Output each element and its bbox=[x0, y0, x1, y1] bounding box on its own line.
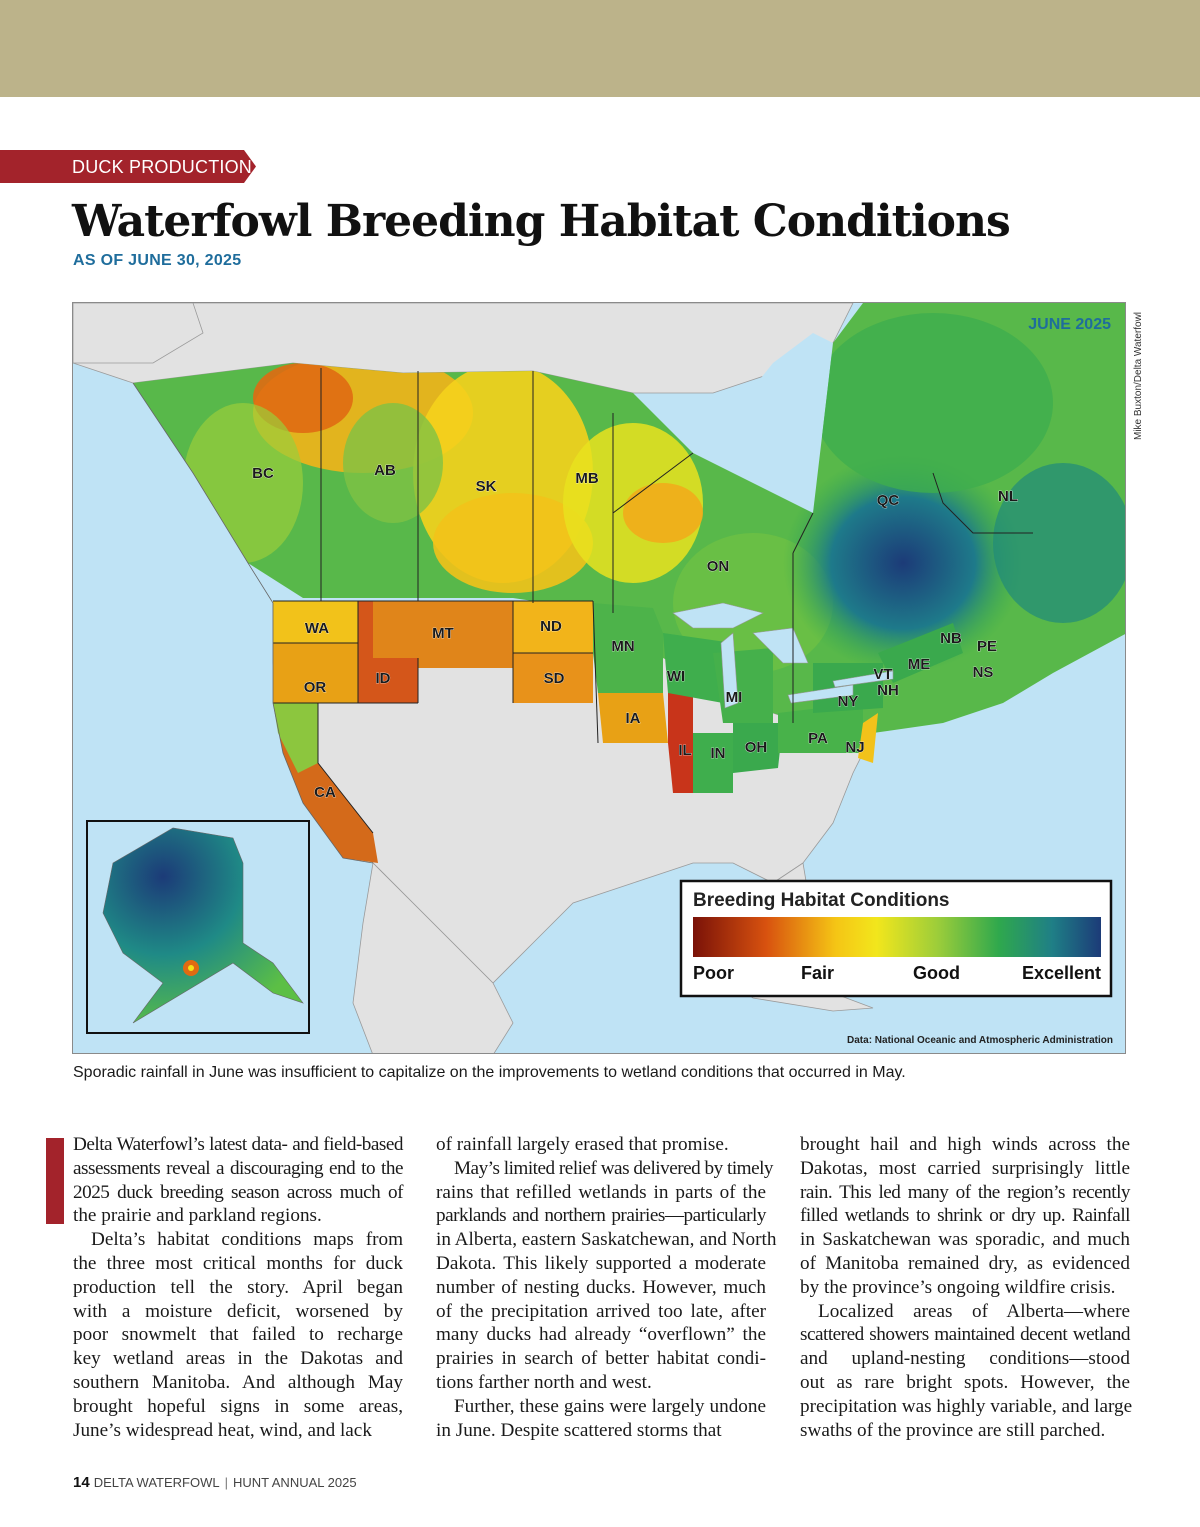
body-line: in June. Despite scattered storms that bbox=[436, 1419, 722, 1441]
body-line: Delta Waterfowl’s latest data- and field-based bbox=[73, 1134, 403, 1155]
body-line: prairies in search of better habitat condi- bbox=[436, 1348, 766, 1370]
body-line: swaths of the province are still parched. bbox=[800, 1419, 1106, 1441]
region-label-nb: NB bbox=[940, 630, 962, 647]
body-column-2 bbox=[436, 1133, 777, 1442]
body-line: Dakotas, most carried surprisingly little bbox=[800, 1157, 1130, 1179]
body-line: key wetland areas in the Dakotas and bbox=[73, 1348, 403, 1370]
region-label-me: ME bbox=[907, 656, 931, 673]
region-label-mb: MB bbox=[575, 470, 599, 487]
body-line: Further, these gains were largely undone bbox=[454, 1395, 766, 1417]
region-label-oh: OH bbox=[744, 739, 768, 756]
habitat-map-figure bbox=[72, 302, 1126, 1054]
body-line: precipitation was highly variable, and large bbox=[800, 1395, 1133, 1417]
region-label-wa: WA bbox=[304, 620, 330, 637]
region-label-bc: BC bbox=[252, 465, 274, 482]
region-label-nl: NL bbox=[998, 488, 1018, 505]
region-label-pe: PE bbox=[976, 638, 998, 655]
region-label-sk: SK bbox=[475, 478, 497, 495]
body-line: with a moisture deficit, worsened by bbox=[73, 1300, 403, 1322]
legend-label-excellent: Excellent bbox=[1021, 963, 1101, 983]
body-line: tions farther north and west. bbox=[436, 1371, 652, 1393]
body-line: and upland-nesting conditions—stood bbox=[800, 1348, 1130, 1370]
body-line: number of nesting ducks. However, much bbox=[436, 1276, 766, 1298]
region-label-nj: NJ bbox=[845, 739, 865, 756]
region-label-ns: NS bbox=[972, 664, 994, 681]
footer-separator: | bbox=[224, 1475, 228, 1490]
body-line: of Manitoba remained dry, as evidenced bbox=[800, 1252, 1130, 1274]
region-label-nh: NH bbox=[877, 682, 899, 699]
body-line: 2025 duck breeding season across much of bbox=[73, 1181, 403, 1203]
body-line: southern Manitoba. And although May bbox=[73, 1371, 403, 1393]
top-color-band bbox=[0, 0, 1200, 97]
region-label-ny: NY bbox=[837, 693, 859, 710]
body-line: the three most critical months for duck bbox=[73, 1252, 403, 1274]
body-line: poor snowmelt that failed to recharge bbox=[73, 1324, 403, 1346]
legend-title: Breeding Habitat Conditions bbox=[693, 890, 950, 911]
body-line: the prairie and parkland regions. bbox=[73, 1205, 322, 1227]
region-label-ab: AB bbox=[374, 462, 396, 479]
body-line: many ducks had already “overflown” the bbox=[436, 1324, 766, 1346]
body-line: scattered showers maintained decent wetland bbox=[800, 1324, 1130, 1346]
body-column-3 bbox=[800, 1133, 1133, 1442]
section-tag bbox=[0, 150, 256, 183]
photo-credit: Mike Buxton/Delta Waterfowl bbox=[1133, 311, 1144, 440]
body-line: brought hail and high winds across the bbox=[800, 1134, 1130, 1155]
drop-cap-bar bbox=[46, 1138, 64, 1224]
page-footer bbox=[73, 1474, 357, 1491]
map-month-label: JUNE 2025 bbox=[1028, 316, 1111, 333]
legend-label-fair: Fair bbox=[801, 963, 835, 983]
body-line: production tell the story. April began bbox=[73, 1276, 403, 1298]
footer-publication: DELTA WATERFOWL bbox=[93, 1475, 220, 1490]
article-title: Waterfowl Breeding Habitat Conditions bbox=[72, 196, 1010, 247]
region-label-mt: MT bbox=[432, 625, 454, 642]
body-line: filled wetlands to shrink or dry up. Rainfall bbox=[800, 1205, 1130, 1227]
body-line: out as rare bright spots. However, the bbox=[800, 1371, 1130, 1393]
region-label-wi: WI bbox=[666, 668, 686, 685]
body-line: Localized areas of Alberta—where bbox=[818, 1300, 1130, 1322]
region-label-in: IN bbox=[710, 745, 726, 762]
body-line: by the province’s ongoing wildfire crisis. bbox=[800, 1276, 1116, 1298]
footer-issue: HUNT ANNUAL 2025 bbox=[233, 1475, 357, 1490]
region-label-or: OR bbox=[303, 679, 327, 696]
region-label-nd: ND bbox=[540, 618, 562, 635]
body-line: Delta’s habitat conditions maps from bbox=[91, 1229, 403, 1251]
region-label-pa: PA bbox=[808, 730, 828, 747]
body-line: assessments reveal a discouraging end to the bbox=[73, 1157, 403, 1179]
body-line: in Saskatchewan was sporadic, and much bbox=[800, 1229, 1130, 1251]
legend-gradient-bar bbox=[693, 917, 1101, 957]
body-line: June’s widespread heat, wind, and lack bbox=[73, 1419, 372, 1441]
body-line: of rainfall largely erased that promise. bbox=[436, 1134, 729, 1155]
photo-credit-holder bbox=[1133, 311, 1147, 454]
body-line: rains that refilled wetlands in parts of the bbox=[436, 1181, 766, 1203]
body-line: rain. This led many of the region’s recently bbox=[800, 1181, 1130, 1203]
legend-label-good: Good bbox=[913, 963, 960, 983]
article-subtitle: AS OF JUNE 30, 2025 bbox=[73, 252, 242, 269]
legend-label-poor: Poor bbox=[693, 963, 735, 983]
body-line: in Alberta, eastern Saskatchewan, and North bbox=[436, 1229, 777, 1251]
page-number: 14 bbox=[73, 1474, 90, 1491]
region-label-on: ON bbox=[706, 558, 730, 575]
region-label-ia: IA bbox=[625, 710, 641, 727]
body-line: Dakota. This likely supported a moderate bbox=[436, 1252, 766, 1274]
region-label-id: ID bbox=[375, 670, 391, 687]
region-label-mi: MI bbox=[725, 689, 743, 706]
region-label-sd: SD bbox=[543, 670, 565, 687]
body-column-1 bbox=[73, 1133, 403, 1442]
body-line: May’s limited relief was delivered by timely bbox=[454, 1157, 774, 1179]
figure-caption: Sporadic rainfall in June was insufficient to capitalize on the improvements to wetland conditions that occurred in May. bbox=[73, 1064, 906, 1081]
body-line: parklands and northern prairies—particularly bbox=[436, 1205, 766, 1227]
region-label-il: IL bbox=[678, 742, 692, 759]
region-label-ca: CA bbox=[314, 784, 336, 801]
section-tag-label: DUCK PRODUCTION bbox=[72, 157, 253, 177]
region-label-vt: VT bbox=[873, 666, 893, 683]
body-line: of the precipitation arrived too late, after bbox=[436, 1300, 766, 1322]
map-data-credit: Data: National Oceanic and Atmospheric Administration bbox=[847, 1035, 1113, 1046]
region-label-qc: QC bbox=[876, 492, 900, 509]
habitat-map bbox=[73, 303, 1126, 1054]
body-line: brought hopeful signs in some areas, bbox=[73, 1395, 403, 1417]
region-label-mn: MN bbox=[611, 638, 635, 655]
